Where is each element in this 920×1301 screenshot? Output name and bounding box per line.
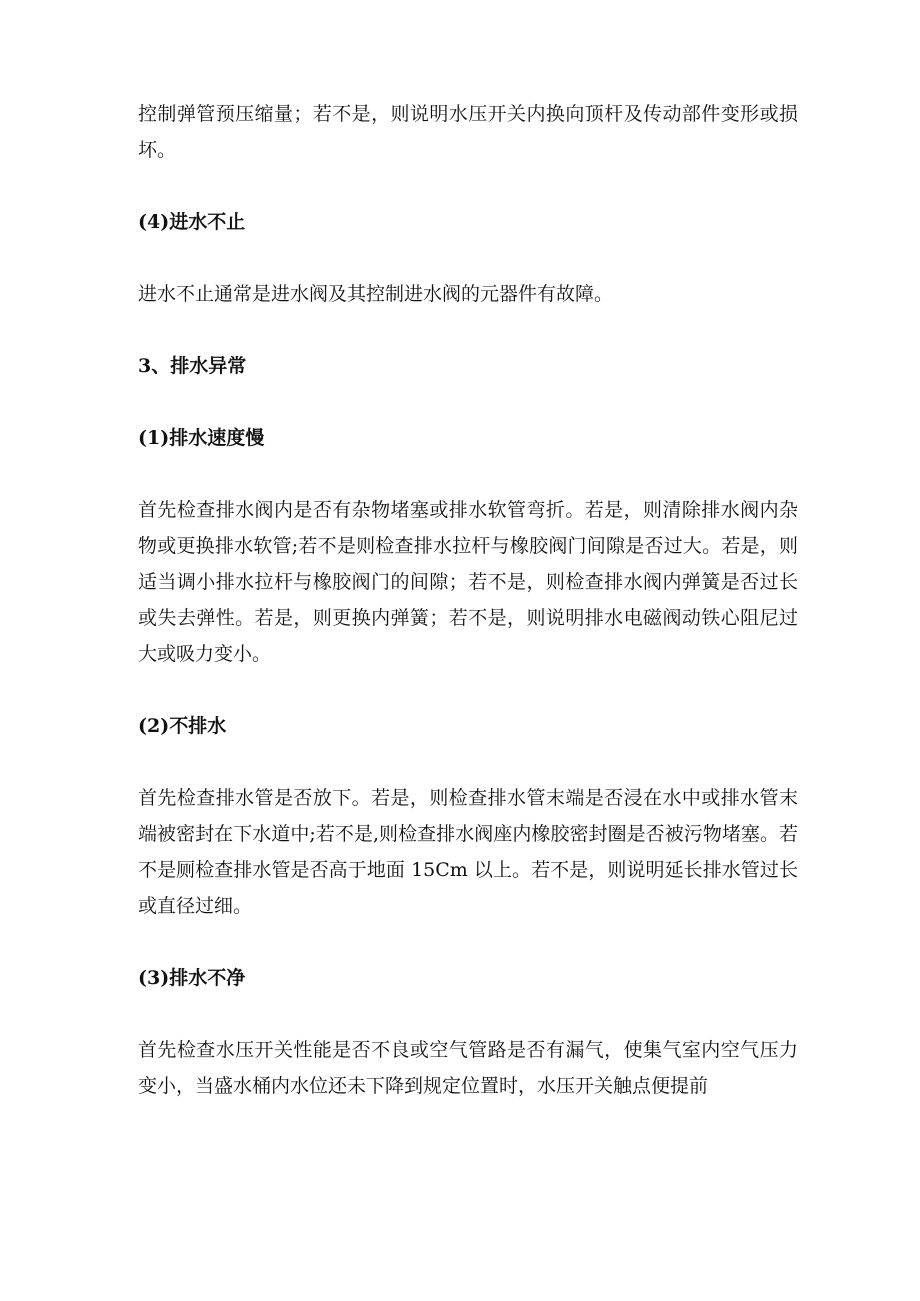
paragraph-continuous-water-inflow: 进水不止通常是进水阀及其控制进水阀的元器件有故障。 <box>138 283 614 305</box>
heading-incomplete-drainage: (3)排水不净 <box>138 967 246 989</box>
heading-slow-drainage: (1)排水速度慢 <box>138 427 265 449</box>
paragraph-no-drainage: 首先检查排水管是否放下。若是，则检查排水管末端是否浸在水中或排水管末端被密封在下水道中;若不是,则检查排水阀座内橡胶密封圈是否被污物堵塞。若不是厕检查排水管是否高于地面 15Cm 以上。若不是，则说明延长排水管过长或直径过细。 <box>138 787 798 917</box>
paragraph-continued-pressure-switch: 控制弹管预压缩量；若不是，则说明水压开关内换向顶杆及传动部件变形或损坏。 <box>138 103 798 161</box>
document-body <box>138 96 798 1104</box>
heading-drainage-abnormal: 3、排水异常 <box>138 355 247 377</box>
paragraph-slow-drainage: 首先检查排水阀内是否有杂物堵塞或排水软管弯折。若是，则清除排水阀内杂物或更换排水软管;若不是则检查排水拉杆与橡胶阀门间隙是否过大。若是，则适当调小排水拉杆与橡胶阀门的间隙；若不是，则检查排水阀内弹簧是否过长或失去弹性。若是，则更换内弹簧；若不是，则说明排水电磁阀动铁心阻尼过大或吸力变小。 <box>138 499 798 665</box>
paragraph-incomplete-drainage: 首先检查水压开关性能是否不良或空气管路是否有漏气，使集气室内空气压力变小，当盛水桶内水位还未下降到规定位置时，水压开关触点便提前 <box>138 1039 798 1097</box>
heading-continuous-water-inflow: (4)进水不止 <box>138 211 246 233</box>
heading-no-drainage: (2)不排水 <box>138 715 227 737</box>
